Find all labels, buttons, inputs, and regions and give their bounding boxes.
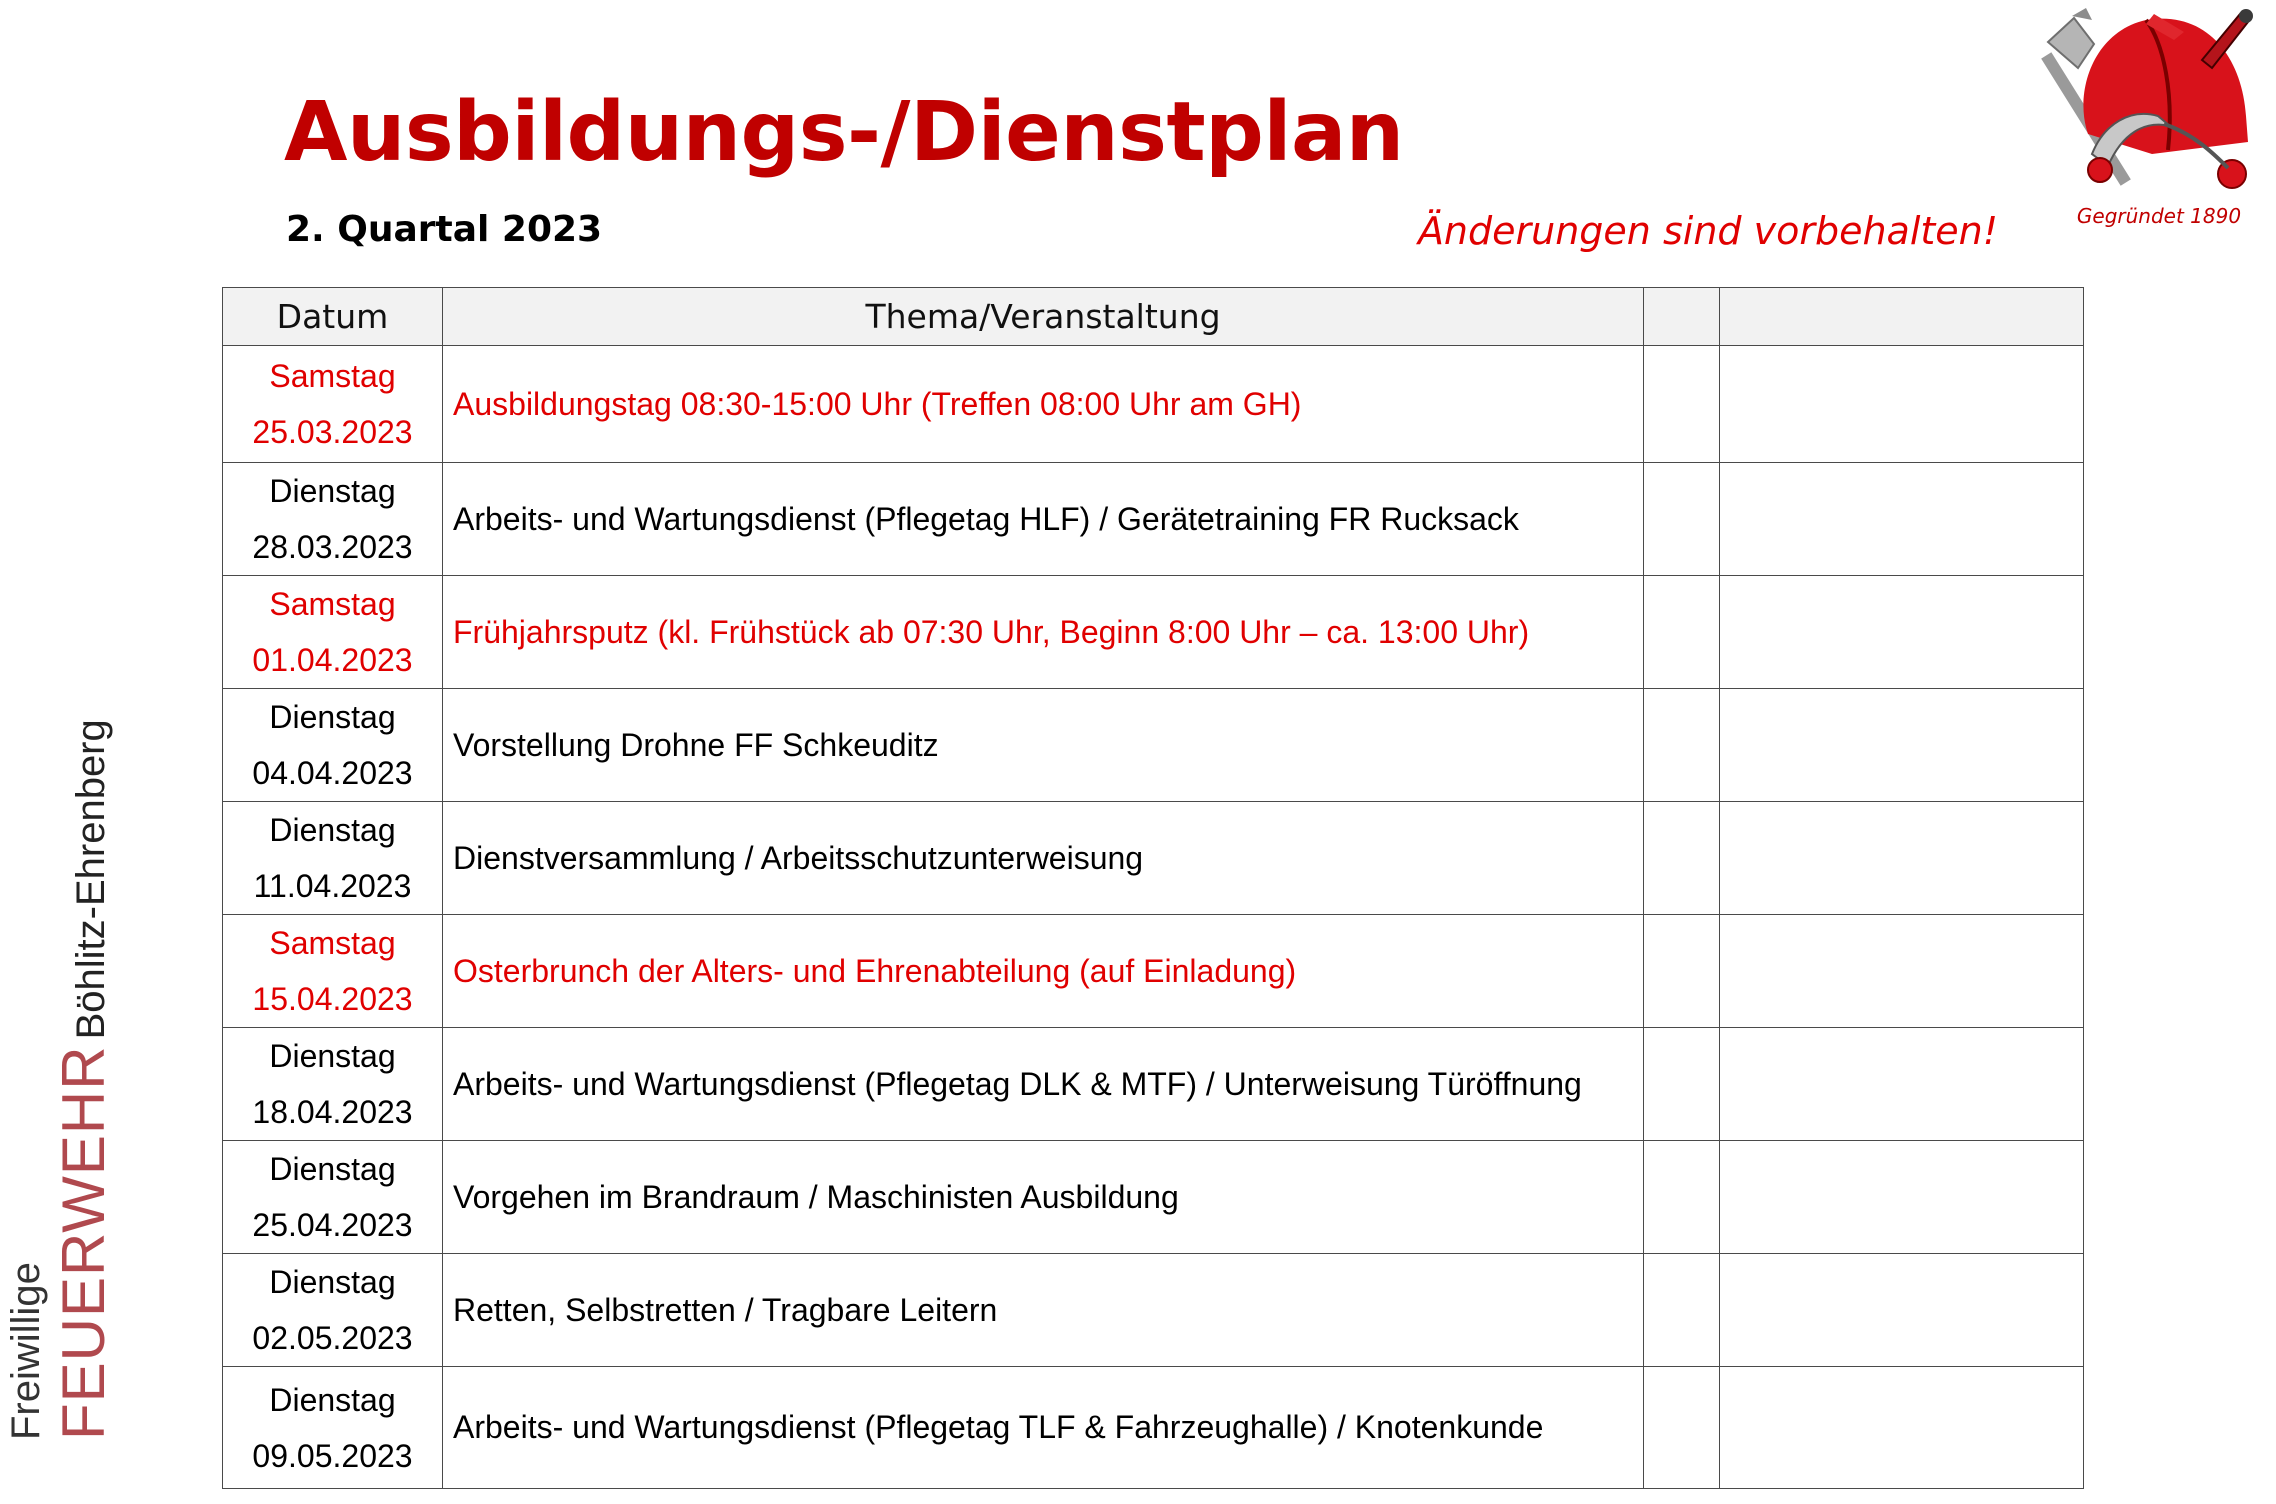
date-cell [223, 1141, 443, 1254]
empty-cell [1720, 915, 2084, 1028]
empty-cell [1644, 1028, 1720, 1141]
topic-cell: Retten, Selbstretten / Tragbare Leitern [443, 1254, 1644, 1367]
empty-cell [1644, 1141, 1720, 1254]
weekday: Samstag [269, 925, 396, 961]
weekday: Samstag [269, 358, 396, 394]
table-row [223, 463, 2084, 576]
fire-brigade-logo [2024, 4, 2276, 228]
changes-notice: Änderungen sind vorbehalten! [1417, 209, 1998, 253]
table-row [223, 1367, 2084, 1489]
empty-cell [1644, 346, 1720, 463]
date: 04.04.2023 [252, 755, 413, 791]
topic-cell: Arbeits- und Wartungsdienst (Pflegetag HLF) / Gerätetraining FR Rucksack [443, 463, 1644, 576]
weekday: Dienstag [269, 1381, 396, 1418]
date: 11.04.2023 [253, 868, 412, 904]
org-name-line [50, 719, 117, 1440]
empty-cell [1644, 1254, 1720, 1367]
empty-cell [1720, 463, 2084, 576]
empty-cell [1720, 346, 2084, 463]
empty-cell [1720, 802, 2084, 915]
empty-cell [1720, 689, 2084, 802]
empty-cell [1644, 689, 1720, 802]
topic-cell: Frühjahrsputz (kl. Frühstück ab 07:30 Uhr, Beginn 8:00 Uhr – ca. 13:00 Uhr) [443, 576, 1644, 689]
logo-caption: Gegründet 1890 [2076, 204, 2242, 228]
empty-cell [1720, 1141, 2084, 1254]
date: 09.05.2023 [252, 1437, 413, 1474]
empty-cell [1644, 576, 1720, 689]
date-cell [223, 1254, 443, 1367]
org-brand: FEUERWEHR [50, 1045, 117, 1440]
organization-name-vertical [4, 719, 117, 1440]
weekday: Samstag [269, 586, 396, 622]
schedule-table-body [223, 346, 2084, 1489]
column-header-extra-1 [1644, 288, 1720, 346]
date: 25.04.2023 [252, 1207, 413, 1243]
column-header-topic: Thema/Veranstaltung [443, 288, 1644, 346]
weekday: Dienstag [269, 1264, 396, 1300]
topic-cell: Dienstversammlung / Arbeitsschutzunterweisung [443, 802, 1644, 915]
fire-helmet-axe-logo-icon [2034, 4, 2266, 204]
quarter-subtitle: 2. Quartal 2023 [286, 209, 603, 250]
empty-cell [1720, 1367, 2084, 1489]
topic-cell: Osterbrunch der Alters- und Ehrenabteilung (auf Einladung) [443, 915, 1644, 1028]
table-header-row [223, 288, 2084, 346]
weekday: Dienstag [269, 699, 396, 735]
date: 02.05.2023 [252, 1320, 413, 1356]
date-cell [223, 1367, 443, 1489]
page-title: Ausbildungs-/Dienstplan [284, 85, 1404, 180]
date-cell [223, 576, 443, 689]
empty-cell [1720, 576, 2084, 689]
weekday: Dienstag [269, 1151, 396, 1187]
column-header-extra-2 [1720, 288, 2084, 346]
org-prefix: Freiwillige [4, 1262, 48, 1440]
table-row [223, 802, 2084, 915]
table-row [223, 689, 2084, 802]
date: 25.03.2023 [252, 414, 413, 450]
date-cell [223, 802, 443, 915]
table-row [223, 915, 2084, 1028]
date: 01.04.2023 [252, 642, 413, 678]
date: 28.03.2023 [252, 529, 413, 565]
empty-cell [1720, 1254, 2084, 1367]
table-row [223, 1141, 2084, 1254]
weekday: Dienstag [269, 1038, 396, 1074]
empty-cell [1644, 915, 1720, 1028]
empty-cell [1644, 463, 1720, 576]
table-row [223, 1254, 2084, 1367]
table-row [223, 576, 2084, 689]
date: 18.04.2023 [252, 1094, 413, 1130]
weekday: Dienstag [269, 812, 396, 848]
empty-cell [1644, 1367, 1720, 1489]
date-cell [223, 915, 443, 1028]
topic-cell: Arbeits- und Wartungsdienst (Pflegetag TLF & Fahrzeughalle) / Knotenkunde [443, 1367, 1644, 1489]
column-header-date: Datum [223, 288, 443, 346]
topic-cell: Ausbildungstag 08:30-15:00 Uhr (Treffen 08:00 Uhr am GH) [443, 346, 1644, 463]
schedule-table [222, 287, 2084, 1489]
org-place: Böhlitz-Ehrenberg [69, 719, 113, 1040]
date-cell [223, 1028, 443, 1141]
topic-cell: Vorstellung Drohne FF Schkeuditz [443, 689, 1644, 802]
date-cell [223, 463, 443, 576]
empty-cell [1720, 1028, 2084, 1141]
table-row [223, 1028, 2084, 1141]
date-cell [223, 689, 443, 802]
topic-cell: Arbeits- und Wartungsdienst (Pflegetag DLK & MTF) / Unterweisung Türöffnung [443, 1028, 1644, 1141]
topic-cell: Vorgehen im Brandraum / Maschinisten Ausbildung [443, 1141, 1644, 1254]
empty-cell [1644, 802, 1720, 915]
date: 15.04.2023 [252, 981, 413, 1017]
date-cell [223, 346, 443, 463]
table-row [223, 346, 2084, 463]
weekday: Dienstag [269, 473, 396, 509]
